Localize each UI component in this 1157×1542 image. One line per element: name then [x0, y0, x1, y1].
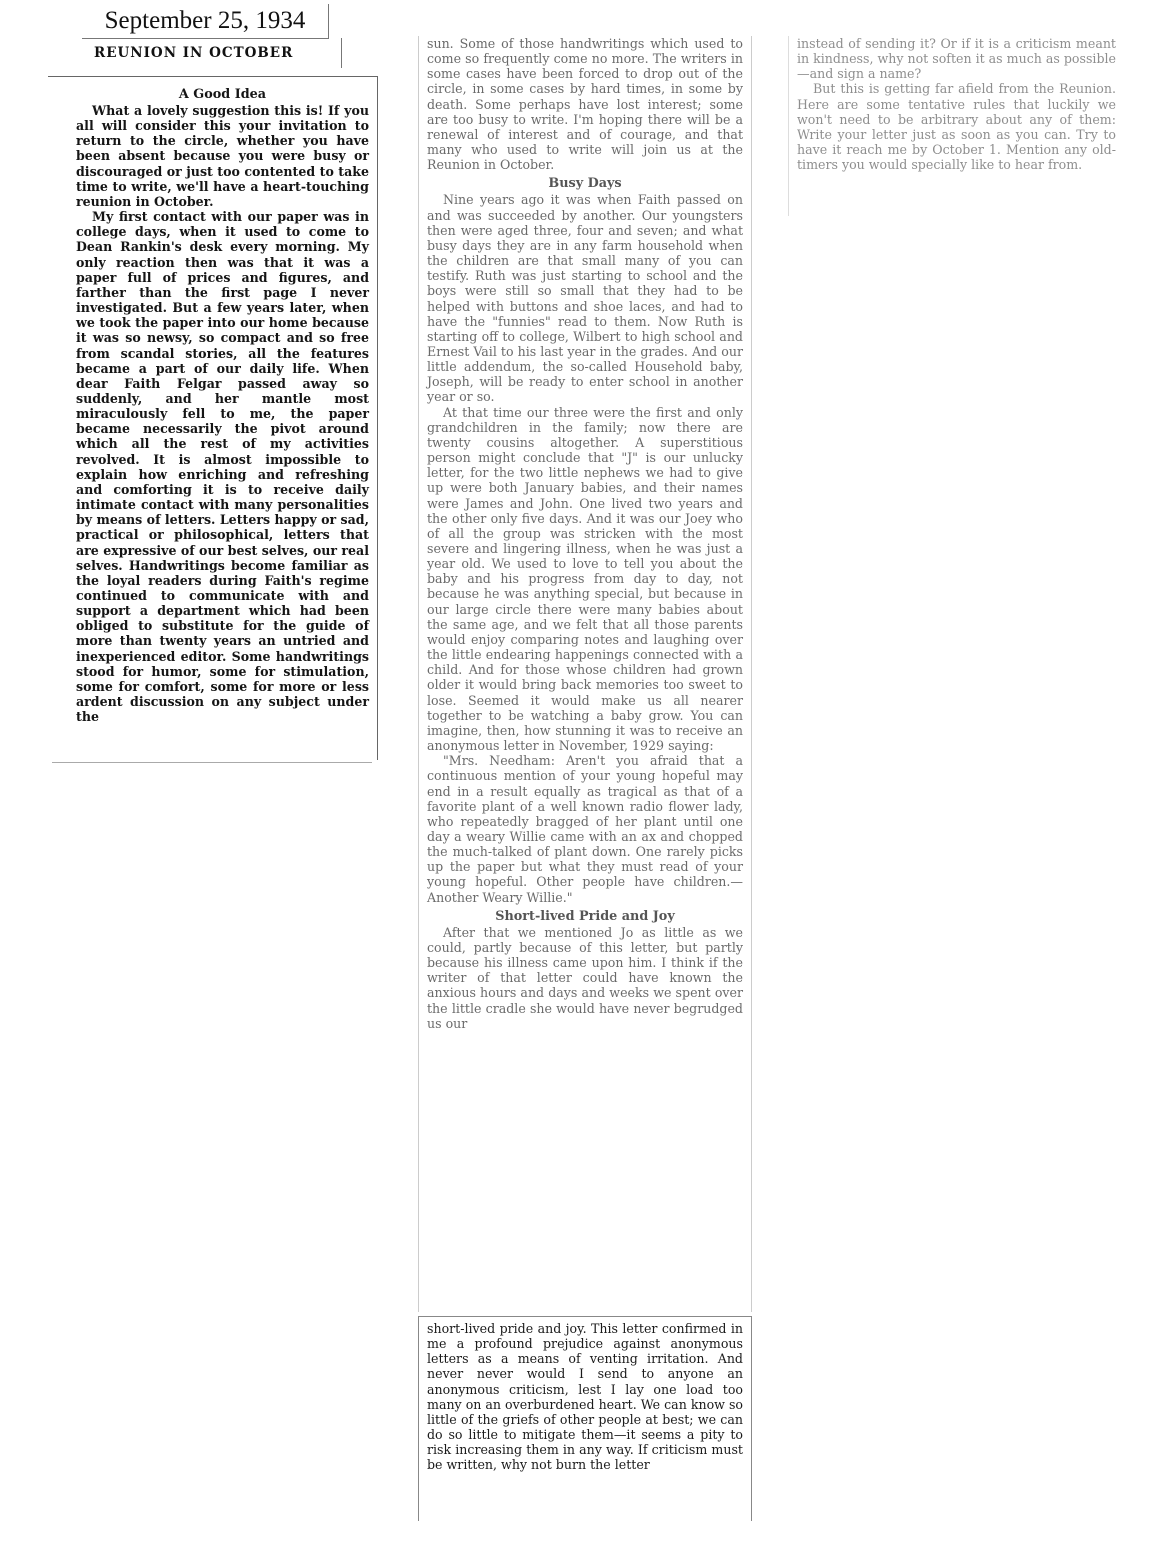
section-title-busy-days: Busy Days [548, 176, 622, 192]
paragraph-tentative-rules: But this is getting far afield from the Reunion. Here are some tentative rules that luckily we won't need to be arbitrary about any of them: Write your letter just as soon as you can. Try to have it reach me by October 1. Mention any old-timers you would specially like to hear from. [797, 81, 1116, 173]
column-1 [48, 76, 378, 760]
column-2-continued [418, 1316, 752, 1521]
headline: REUNION IN OCTOBER [84, 38, 342, 68]
paragraph-after-that: After that we mentioned Jo as little as we could, partly because of this letter, but partly because his illness came upon him. I think if the writer of that letter could have known the anxious hours and days and weeks we spent over the little cradle she would have never begrudged us our [427, 924, 743, 1031]
section-title-good-idea: A Good Idea [178, 87, 267, 102]
paragraph-first-contact: My first contact with our paper was in college days, when it used to come to Dean Rankin's desk every morning. My only reaction then was that it was a paper full of prices and figures, and farther than the first page I never investigated. But a few years later, when we took the paper into our home because it was so newsy, so compact and so free from scandal stories, all the features became a part of our daily life. When dear Faith Felgar passed away so suddenly, and her mantle most miraculously fell to me, the paper became necessarily the pivot around which all the rest of my activities revolved. It is almost impossible to explain how enriching and refreshing and comforting it is to receive daily intimate contact with many personalities by means of letters. Letters happy or sad, practical or philosophical, letters that are expressive of our best selves, our real selves. Handwritings become familiar as the loyal readers during Faith's regime continued to communicate with and support a department which had been obliged to substitute for the guide of more than twenty years an untried and inexperienced editor. Some handwritings stood for humor, some for stimulation, some for comfort, some for more or less ardent discussion on any subject under the [76, 209, 369, 725]
section-title-pride-joy: Short-lived Pride and Joy [495, 908, 675, 924]
paragraph-sign-name: instead of sending it? Or if it is a criticism meant in kindness, why not soften it as much as possible—and sign a name? [797, 36, 1116, 82]
paragraph-invitation: What a lovely suggestion this is! If you all will consider this your invitation to return to the circle, whether you have been absent because you were busy or discouraged or just too contented to take time to write, we'll have a heart-touching reunion in October. [76, 103, 369, 209]
column-3 [788, 36, 1124, 216]
paragraph-anonymous-letter: "Mrs. Needham: Aren't you afraid that a continuous mention of your young hopeful may end in a result equally as tragical as that of a favorite plant of a well known radio flower lady, who repeatedly bragged of her plant until one day a weary Willie came with an ax and chopped the much-talked of plant down. One rarely picks up the paper but what they must read of your young hopeful. Other people have children.—Another Weary Willie." [427, 753, 743, 905]
dateline: September 25, 1934 [82, 4, 329, 39]
paragraph-handwritings: sun. Some of those handwritings which used to come so frequently come no more. The writers in some cases have been forced to drop out of the circle, in some cases by hard times, in some by death. Some perhaps have lost interest; some are too busy to write. I'm hoping there will be a renewal of interest and of courage, and that many who used to write will join us at the Reunion in October. [427, 36, 743, 173]
paragraph-anonymous-criticism: short-lived pride and joy. This letter confirmed in me a profound prejudice against anonymous letters as a means of venting irritation. And never never would I send to anyone an anonymous criticism, lest I lay one load too many on an overburdened heart. We can know so little of the griefs of other people at best; we can do so little to mitigate them—it seems a pity to risk increasing them in any way. If criticism must be written, why not burn the letter [427, 1321, 743, 1473]
paragraph-nine-years: Nine years ago it was when Faith passed on and was succeeded by another. Our youngsters then were aged three, four and seven; and what busy days they are in any farm household when the children are that small many of you can testify. Ruth was just starting to school and the boys were still so small that they had to be helped with buttons and shoe laces, and had to have the "funnies" read to them. Now Ruth is starting off to college, Wilbert to high school and Ernest Vail to his last year in the grades. And our little addendum, the so-called Household baby, Joseph, will be ready to enter school in another year or so. [427, 192, 743, 405]
paragraph-grandchildren: At that time our three were the first and only grandchildren in the family; now there are twenty cousins altogether. A superstitious person might conclude that "J" is our unlucky letter, for the two little nephews we had to give up were both January babies, and their names were James and John. One lived two years and the other only five days. And it was our Joey who of all the group was stricken with the most severe and lingering illness, when he was just a year old. We used to love to tell you about the baby and his progress from day to day, not because he was anything special, but because in our large circle there were many babies about the same age, and we felt that all those parents would enjoy comparing notes and laughing over the little endearing happenings connected with a child. And for those whose children had grown older it would bring back memories too sweet to lose. Seemed it would make us all nearer together to be watching a baby grow. You can imagine, then, how stunning it was to receive an anonymous letter in November, 1929 saying: [427, 404, 743, 754]
column-2 [418, 36, 752, 1312]
column-rule [52, 762, 372, 763]
